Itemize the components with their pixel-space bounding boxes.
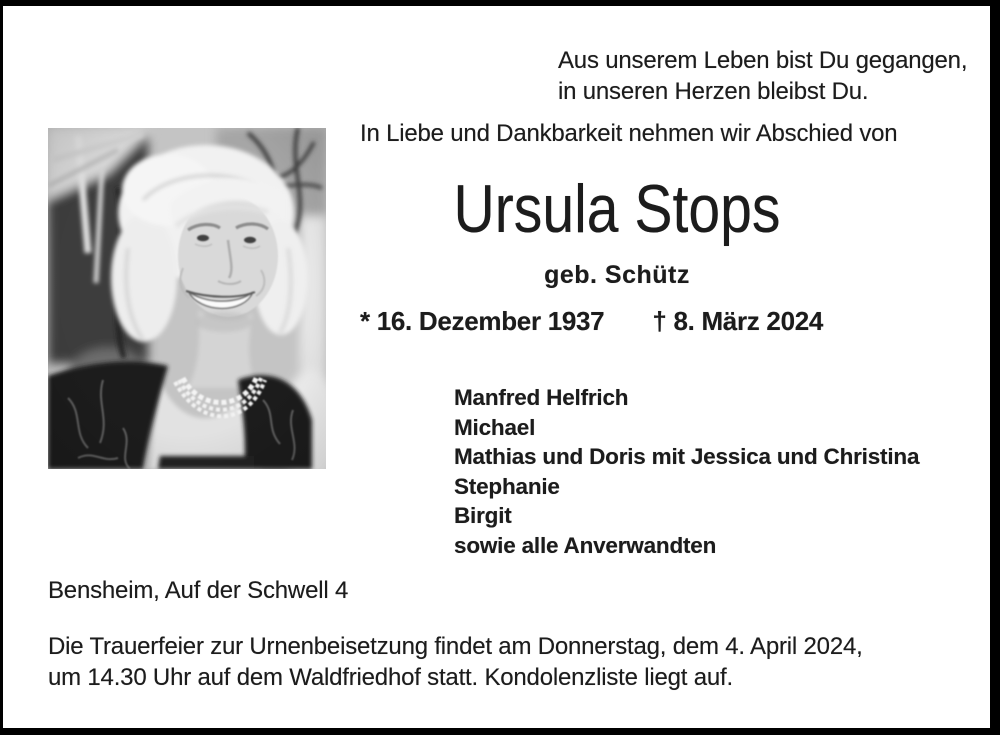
life-dates <box>360 306 823 337</box>
funeral-line-2: um 14.30 Uhr auf dem Waldfriedhof statt. Kondolenzliste liegt auf. <box>48 663 733 691</box>
mourner-line: Michael <box>454 414 536 440</box>
epigraph <box>558 45 967 107</box>
birth-date: * 16. Dezember 1937 <box>360 306 605 336</box>
mourners-list <box>454 383 919 560</box>
mourner-line: Stephanie <box>454 473 560 499</box>
epigraph-line-1: Aus unserem Leben bist Du gegangen, <box>558 47 968 74</box>
mourner-line: Birgit <box>454 503 512 528</box>
mourner-line: Manfred Helfrich <box>454 385 629 410</box>
intro-line: In Liebe und Dankbarkeit nehmen wir Abschied von <box>360 120 898 147</box>
maiden-name: geb. Schütz <box>544 261 690 289</box>
mourner-line: Mathias und Doris mit Jessica und Christina <box>454 444 920 469</box>
funeral-info <box>48 632 978 693</box>
portrait-photo <box>48 128 326 469</box>
death-date: † 8. März 2024 <box>652 306 824 336</box>
epigraph-line-2: in unseren Herzen bleibst Du. <box>558 78 869 105</box>
address-line: Bensheim, Auf der Schwell 4 <box>48 577 349 604</box>
portrait-photo-graphic <box>48 128 326 469</box>
funeral-line-1: Die Trauerfeier zur Urnenbeisetzung findet am Donnerstag, dem 4. April 2024, <box>48 633 863 660</box>
mourner-line: sowie alle Anverwandten <box>454 532 717 558</box>
deceased-name: Ursula Stops <box>453 171 781 247</box>
